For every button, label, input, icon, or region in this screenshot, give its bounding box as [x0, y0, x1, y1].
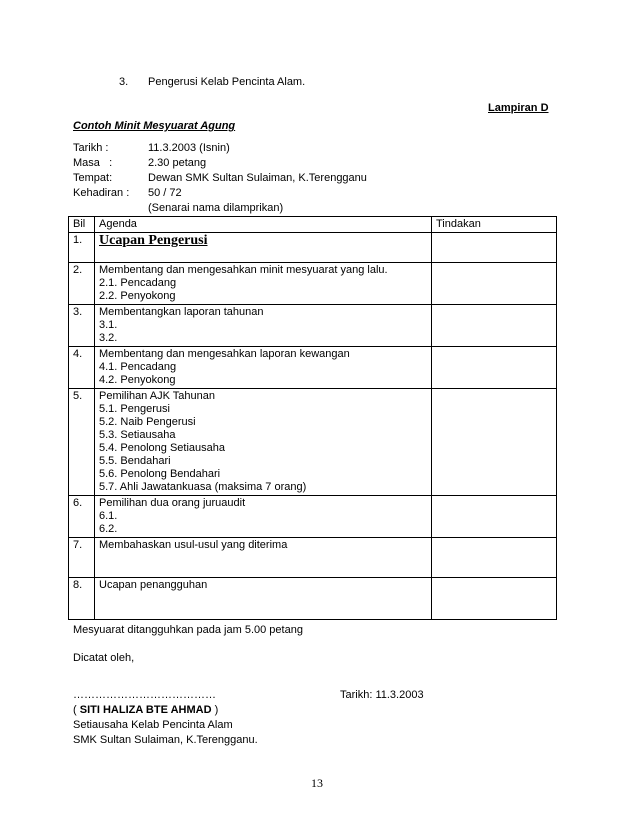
- row-tindakan: [432, 305, 557, 347]
- header-bil: Bil: [69, 217, 95, 233]
- secretary-name-line: [73, 704, 218, 716]
- name-open-paren: (: [73, 704, 80, 716]
- table-row: [69, 347, 557, 389]
- row-bil: 2.: [69, 263, 95, 305]
- meta-label-tempat: Tempat:: [73, 172, 113, 184]
- row-bil: 5.: [69, 389, 95, 496]
- row-tindakan: [432, 263, 557, 305]
- appendix-label: Lampiran D: [488, 102, 549, 114]
- name-close-paren: ): [211, 704, 219, 716]
- meta-value-kehadiran: 50 / 72: [148, 187, 182, 199]
- document-title: Contoh Minit Mesyuarat Agung: [73, 120, 236, 132]
- agenda-line: Membentang dan mengesahkan laporan kewangan: [99, 348, 350, 360]
- agenda-line: 6.2.: [99, 523, 118, 535]
- row-agenda: [95, 389, 432, 496]
- row-tindakan: [432, 496, 557, 538]
- meta-value-note: (Senarai nama dilamprikan): [148, 202, 284, 214]
- agenda-line: 5.7. Ahli Jawatankuasa (maksima 7 orang): [99, 481, 307, 493]
- meta-label-kehadiran: Kehadiran :: [73, 187, 130, 199]
- row-bil: 4.: [69, 347, 95, 389]
- table-row: [69, 496, 557, 538]
- recorded-by: Dicatat oleh,: [73, 652, 135, 664]
- table-row: [69, 305, 557, 347]
- agenda-line: Ucapan penangguhan: [99, 579, 208, 591]
- row-tindakan: [432, 389, 557, 496]
- agenda-line: Membentang dan mengesahkan minit mesyuarat yang lalu.: [99, 264, 388, 276]
- agenda-line: 5.4. Penolong Setiausaha: [99, 442, 225, 454]
- agenda-table: [68, 216, 557, 620]
- secretary-role: Setiausaha Kelab Pencinta Alam: [73, 719, 233, 731]
- table-row: [69, 233, 557, 263]
- meta-label-masa: Masa :: [73, 157, 113, 169]
- adjournment-note: Mesyuarat ditangguhkan pada jam 5.00 petang: [73, 624, 303, 636]
- row-agenda: [95, 347, 432, 389]
- signature-date: Tarikh: 11.3.2003: [340, 689, 424, 701]
- agenda-line: 5.6. Penolong Bendahari: [99, 468, 221, 480]
- agenda-line: 5.1. Pengerusi: [99, 403, 170, 415]
- agenda-heading: Ucapan Pengerusi: [99, 233, 208, 248]
- row-bil: 8.: [69, 578, 95, 620]
- header-agenda: Agenda: [95, 217, 432, 233]
- row-agenda: [95, 233, 432, 263]
- row-agenda: [95, 496, 432, 538]
- row-tindakan: [432, 538, 557, 578]
- school-name: SMK Sultan Sulaiman, K.Terengganu.: [73, 734, 258, 746]
- page-number: 13: [311, 776, 323, 790]
- item-text: Pengerusi Kelab Pencinta Alam.: [148, 76, 306, 88]
- item-number: 3.: [119, 76, 129, 88]
- agenda-line: 5.5. Bendahari: [99, 455, 171, 467]
- row-agenda: [95, 578, 432, 620]
- agenda-line: 3.2.: [99, 332, 118, 344]
- agenda-line: 4.1. Pencadang: [99, 361, 177, 373]
- meta-label-tarikh: Tarikh :: [73, 142, 109, 154]
- secretary-name: SITI HALIZA BTE AHMAD: [79, 704, 212, 716]
- agenda-line: 5.2. Naib Pengerusi: [99, 416, 196, 428]
- row-tindakan: [432, 578, 557, 620]
- agenda-line: Membahaskan usul-usul yang diterima: [99, 539, 288, 551]
- agenda-line: 2.2. Penyokong: [99, 290, 176, 302]
- row-agenda: [95, 263, 432, 305]
- meta-value-tarikh: 11.3.2003 (Isnin): [148, 142, 230, 154]
- signature-line: …………………………………: [73, 689, 216, 701]
- agenda-line: Pemilihan dua orang juruaudit: [99, 497, 246, 509]
- agenda-line: 5.3. Setiausaha: [99, 429, 176, 441]
- row-bil: 3.: [69, 305, 95, 347]
- row-agenda: [95, 538, 432, 578]
- agenda-line: 6.1.: [99, 510, 118, 522]
- row-agenda: [95, 305, 432, 347]
- table-row: [69, 263, 557, 305]
- row-bil: 7.: [69, 538, 95, 578]
- table-row: [69, 578, 557, 620]
- meta-value-tempat: Dewan SMK Sultan Sulaiman, K.Terengganu: [148, 172, 367, 184]
- agenda-line: Pemilihan AJK Tahunan: [99, 390, 215, 402]
- table-header-row: [69, 217, 557, 233]
- row-bil: 6.: [69, 496, 95, 538]
- header-tindakan: Tindakan: [432, 217, 557, 233]
- agenda-line: 2.1. Pencadang: [99, 277, 177, 289]
- table-row: [69, 538, 557, 578]
- row-tindakan: [432, 233, 557, 263]
- table-row: [69, 389, 557, 496]
- agenda-line: Membentangkan laporan tahunan: [99, 306, 264, 318]
- agenda-line: 3.1.: [99, 319, 118, 331]
- row-tindakan: [432, 347, 557, 389]
- agenda-line: 4.2. Penyokong: [99, 374, 176, 386]
- row-bil: 1.: [69, 233, 95, 263]
- meta-value-masa: 2.30 petang: [148, 157, 207, 169]
